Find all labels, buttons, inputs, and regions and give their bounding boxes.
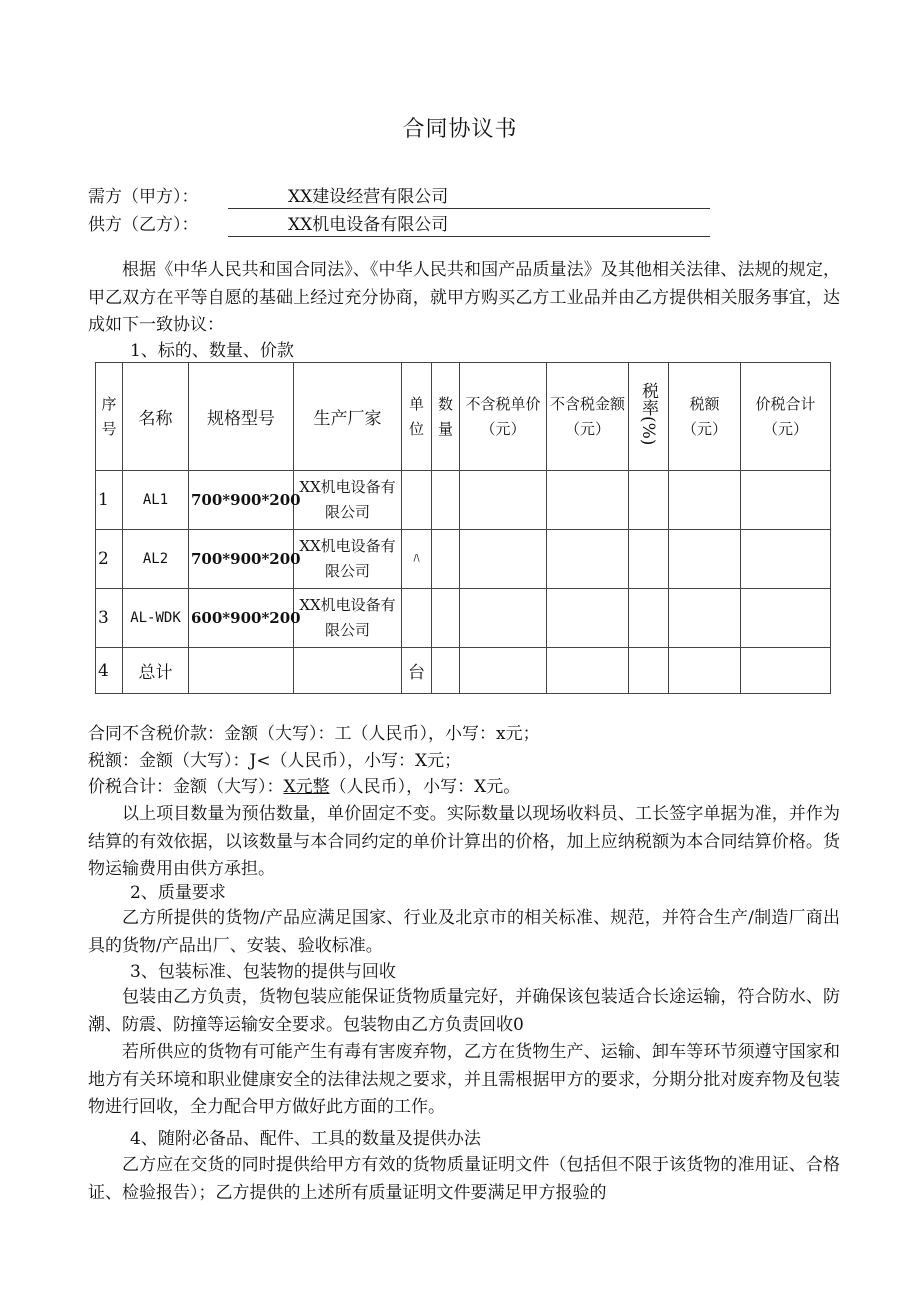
row-total <box>741 648 831 694</box>
row-unit-price <box>460 589 547 648</box>
amount-total-suffix: （人民币），小写：X元。 <box>329 777 521 797</box>
row-tax <box>669 648 741 694</box>
amount-line-total <box>88 775 520 799</box>
row-total <box>741 530 831 589</box>
section-4-heading: 4、随附必备品、配件、工具的数量及提供办法 <box>130 1129 481 1149</box>
documents-paragraph: 乙方应在交货的同时提供给甲方有效的货物质量证明文件（包括但不限于该货物的准用证、合格证、检验报告）；乙方提供的上述所有质量证明文件要满足甲方报验的 <box>88 1155 840 1203</box>
row-unit <box>402 471 432 530</box>
quantity-paragraph: 以上项目数量为预估数量，单价固定不变。实际数量以现场收料员、工长签字单据为准，并作为结算的有效依据，以该数量与本合同约定的单价计算出的价格，加上应纳税额为本合同结算价格。货物运输费用由供方承担。 <box>88 804 840 879</box>
row-tax <box>669 530 741 589</box>
row-name: AL2 <box>123 530 189 589</box>
row-name: 总计 <box>123 648 189 694</box>
table-row <box>96 530 831 589</box>
row-spec: 700*900*200 <box>189 471 294 530</box>
amount-line-tax: 税额：金额（大写）：J<（人民币），小写：X元； <box>88 751 462 771</box>
row-maker <box>294 648 402 694</box>
header-qty: 数量 <box>432 363 460 471</box>
items-table <box>95 362 831 694</box>
row-unit-price <box>460 471 547 530</box>
row-maker: XX机电设备有限公司 <box>294 530 402 589</box>
row-seq: 2 <box>96 530 123 589</box>
row-seq: 4 <box>96 648 123 694</box>
section-3-heading: 3、包装标准、包装物的提供与回收 <box>130 962 396 982</box>
row-name: AL-WDK <box>123 589 189 648</box>
row-unit <box>402 589 432 648</box>
header-tax: 税额（元） <box>669 363 741 471</box>
seller-name: XX机电设备有限公司 <box>228 214 710 237</box>
row-tax-rate <box>629 471 669 530</box>
section-2-heading: 2、质量要求 <box>130 883 226 903</box>
row-seq: 1 <box>96 471 123 530</box>
table-row <box>96 589 831 648</box>
packaging-paragraph: 包装由乙方负责，货物包装应能保证货物质量完好，并确保该包装适合长途运输，符合防水、防潮、防震、防撞等运输安全要求。包装物由乙方负责回收0 <box>88 987 840 1035</box>
buyer-name: XX建设经营有限公司 <box>228 186 710 209</box>
row-qty <box>432 530 460 589</box>
row-qty <box>432 589 460 648</box>
row-maker: XX机电设备有限公司 <box>294 589 402 648</box>
buyer-line <box>88 182 710 209</box>
row-unit-price <box>460 530 547 589</box>
header-spec: 规格型号 <box>189 363 294 471</box>
header-tax-rate <box>629 363 669 471</box>
row-spec <box>189 648 294 694</box>
row-seq: 3 <box>96 589 123 648</box>
row-qty <box>432 648 460 694</box>
row-amount <box>547 589 629 648</box>
header-unit: 单位 <box>402 363 432 471</box>
header-total: 价税合计（元） <box>741 363 831 471</box>
table-header-row <box>96 363 831 471</box>
seller-label: 供方（乙方）： <box>88 215 199 235</box>
buyer-label: 需方（甲方）： <box>88 187 199 207</box>
intro-paragraph: 根据《中华人民共和国合同法》、《中华人民共和国产品质量法》及其他相关法律、法规的规定，甲乙双方在平等自愿的基础上经过充分协商，就甲方购买乙方工业品并由乙方提供相关服务事宜，达成如下一致协议： <box>88 260 840 335</box>
row-unit: 台 <box>402 648 432 694</box>
header-unit-price: 不含税单价（元） <box>460 363 547 471</box>
row-unit-price <box>460 648 547 694</box>
header-tax-rate-text: 税率(%) <box>638 382 658 446</box>
row-tax-rate <box>629 648 669 694</box>
page-title: 合同协议书 <box>402 117 518 142</box>
row-qty <box>432 471 460 530</box>
row-tax-rate <box>629 530 669 589</box>
amount-line-excl-tax: 合同不含税价款：金额（大写）：工（人民币），小写：x元； <box>88 724 540 744</box>
row-name: AL1 <box>123 471 189 530</box>
row-amount <box>547 648 629 694</box>
row-spec: 700*900*200 <box>189 530 294 589</box>
amount-total-uppercase: X元整 <box>283 777 330 797</box>
row-tax-rate <box>629 589 669 648</box>
table-total-row <box>96 648 831 694</box>
header-maker: 生产厂家 <box>294 363 402 471</box>
header-name: 名称 <box>123 363 189 471</box>
row-tax <box>669 471 741 530</box>
section-1-heading: 1、标的、数量、价款 <box>130 341 294 361</box>
row-total <box>741 589 831 648</box>
row-amount <box>547 530 629 589</box>
row-unit: /\ <box>402 530 432 589</box>
row-amount <box>547 471 629 530</box>
waste-paragraph: 若所供应的货物有可能产生有毒有害废弃物，乙方在货物生产、运输、卸车等环节须遵守国家和地方有关环境和职业健康安全的法律法规之要求，并且需根据甲方的要求，分期分批对废弃物及包装物进行回收，全力配合甲方做好此方面的工作。 <box>88 1042 840 1117</box>
header-amount: 不含税金额（元） <box>547 363 629 471</box>
row-maker: XX机电设备有限公司 <box>294 471 402 530</box>
amount-total-prefix: 价税合计：金额（大写）： <box>88 777 284 797</box>
row-tax <box>669 589 741 648</box>
seller-line <box>88 210 710 237</box>
quality-paragraph: 乙方所提供的货物/产品应满足国家、行业及北京市的相关标准、规范，并符合生产/制造厂商出具的货物/产品出厂、安装、验收标准。 <box>88 908 840 956</box>
row-spec: 600*900*200 <box>189 589 294 648</box>
header-seq: 序号 <box>96 363 123 471</box>
row-total <box>741 471 831 530</box>
table-row <box>96 471 831 530</box>
